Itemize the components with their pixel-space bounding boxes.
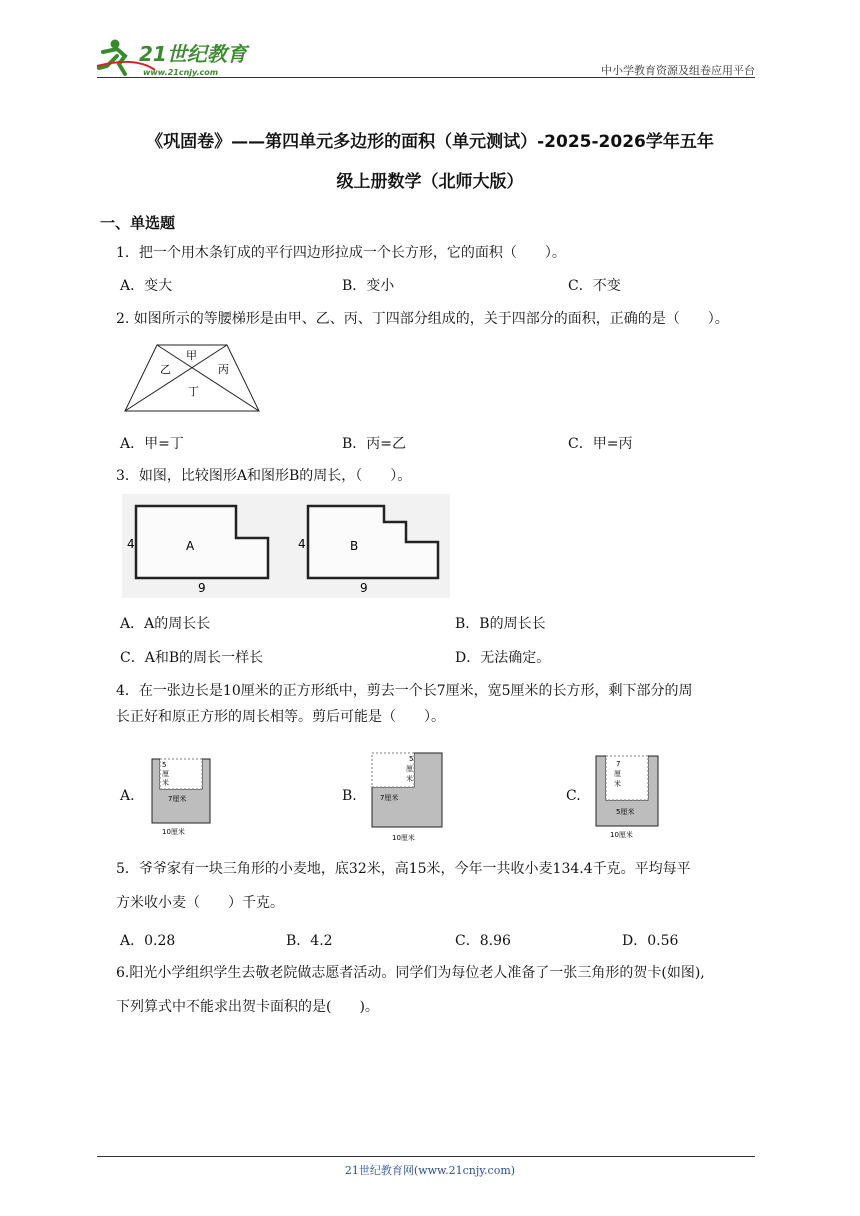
- question-5-text: [116, 856, 762, 916]
- q2-option-b[interactable]: B．丙=乙: [342, 436, 407, 452]
- label-ding: 丁: [188, 385, 199, 398]
- q1-option-c[interactable]: C．不变: [568, 278, 621, 294]
- svg-text:7厘米: 7厘米: [380, 794, 399, 802]
- q6-line-1: 6.阳光小学组织学生去敬老院做志愿者活动。同学们为每位老人准备了一张三角形的贺卡(如图),: [116, 965, 705, 981]
- header-divider: [97, 77, 755, 78]
- page-title: [60, 122, 800, 202]
- q4-figure-b: [368, 751, 448, 845]
- title-line-1: 《巩固卷》——第四单元多边形的面积（单元测试）-2025-2026学年五年: [146, 132, 714, 152]
- q1-option-b[interactable]: B．变小: [342, 278, 395, 294]
- q6-line-2: 下列算式中不能求出贺卡面积的是( )。: [116, 999, 379, 1015]
- svg-text:10厘米: 10厘米: [162, 828, 185, 836]
- q3-option-a[interactable]: A．A的周长长: [120, 616, 211, 632]
- q4-figure-a: [148, 757, 218, 839]
- svg-text:5厘米: 5厘米: [616, 808, 635, 816]
- svg-text:7: 7: [616, 760, 621, 768]
- question-4-text: [116, 678, 762, 730]
- label-jia: 甲: [186, 349, 197, 362]
- section-heading: 一、单选题: [100, 214, 176, 232]
- trapezoid-figure: [122, 343, 262, 413]
- question-3-text: 3．如图，比较图形A和图形B的周长，（ ）。: [116, 468, 412, 484]
- label-bing: 丙: [218, 363, 229, 376]
- svg-text:5: 5: [162, 761, 167, 769]
- label-yi: 乙: [160, 363, 171, 376]
- q4-figure-c: [592, 752, 662, 840]
- title-line-2: 级上册数学（北师大版）: [336, 172, 524, 192]
- site-logo: [95, 36, 255, 80]
- perimeter-figure: [122, 494, 450, 598]
- q5-line-2: 方米收小麦（ ）千克。: [116, 895, 284, 911]
- q4-option-a[interactable]: A.: [120, 788, 135, 804]
- question-2-text: 2. 如图所示的等腰梯形是由甲、乙、丙、丁四部分组成的，关于四部分的面积，正确的是（ ）。: [116, 311, 729, 327]
- q5-line-1: 5．爷爷家有一块三角形的小麦地，底32米，高15米，今年一共收小麦134.4千克。平均每平: [116, 861, 691, 877]
- svg-text:10厘米: 10厘米: [610, 831, 633, 839]
- question-6-text: [116, 960, 762, 1020]
- q2-option-a[interactable]: A．甲=丁: [120, 436, 184, 452]
- q4-line-2: 长正好和原正方形的周长相等。剪后可能是（ ）。: [116, 709, 445, 725]
- q3-option-c[interactable]: C．A和B的周长一样长: [120, 650, 264, 666]
- footer-text[interactable]: 21世纪教育网(www.21cnjy.com): [344, 1164, 516, 1177]
- b-height: 4: [298, 537, 306, 551]
- svg-text:米: 米: [162, 779, 169, 787]
- q4-option-c[interactable]: C.: [566, 788, 581, 804]
- q2-option-c[interactable]: C．甲=丙: [568, 436, 633, 452]
- svg-text:7厘米: 7厘米: [168, 795, 187, 803]
- logo-text: 21世纪教育: [139, 42, 247, 66]
- svg-text:厘: 厘: [406, 765, 413, 773]
- q4-line-1: 4．在一张边长是10厘米的正方形纸中，剪去一个长7厘米，宽5厘米的长方形，剩下部分的周: [116, 683, 693, 699]
- q4-option-b[interactable]: B.: [342, 788, 357, 804]
- q5-option-d[interactable]: D．0.56: [622, 933, 679, 949]
- svg-text:米: 米: [614, 780, 621, 788]
- q5-option-b[interactable]: B．4.2: [286, 933, 333, 949]
- footer-divider: [97, 1156, 755, 1157]
- q5-option-a[interactable]: A．0.28: [120, 933, 176, 949]
- q3-option-d[interactable]: D．无法确定。: [455, 650, 551, 666]
- logo-url: www.21cnjy.com: [143, 68, 219, 77]
- shape-b-label: B: [350, 539, 359, 553]
- svg-text:米: 米: [406, 775, 413, 783]
- a-width: 9: [198, 581, 206, 595]
- b-width: 9: [360, 581, 368, 595]
- svg-text:5: 5: [409, 755, 414, 763]
- a-height: 4: [127, 537, 135, 551]
- svg-text:10厘米: 10厘米: [392, 834, 415, 842]
- svg-text:厘: 厘: [162, 770, 169, 778]
- shape-a-label: A: [186, 539, 195, 553]
- q5-option-c[interactable]: C．8.96: [455, 933, 511, 949]
- question-1-text: 1．把一个用木条钉成的平行四边形拉成一个长方形，它的面积（ ）。: [116, 245, 566, 261]
- q3-option-b[interactable]: B．B的周长长: [455, 616, 546, 632]
- svg-text:厘: 厘: [614, 770, 621, 778]
- header-platform-text: 中小学教育资源及组卷应用平台: [601, 64, 755, 77]
- q1-option-a[interactable]: A．变大: [120, 278, 173, 294]
